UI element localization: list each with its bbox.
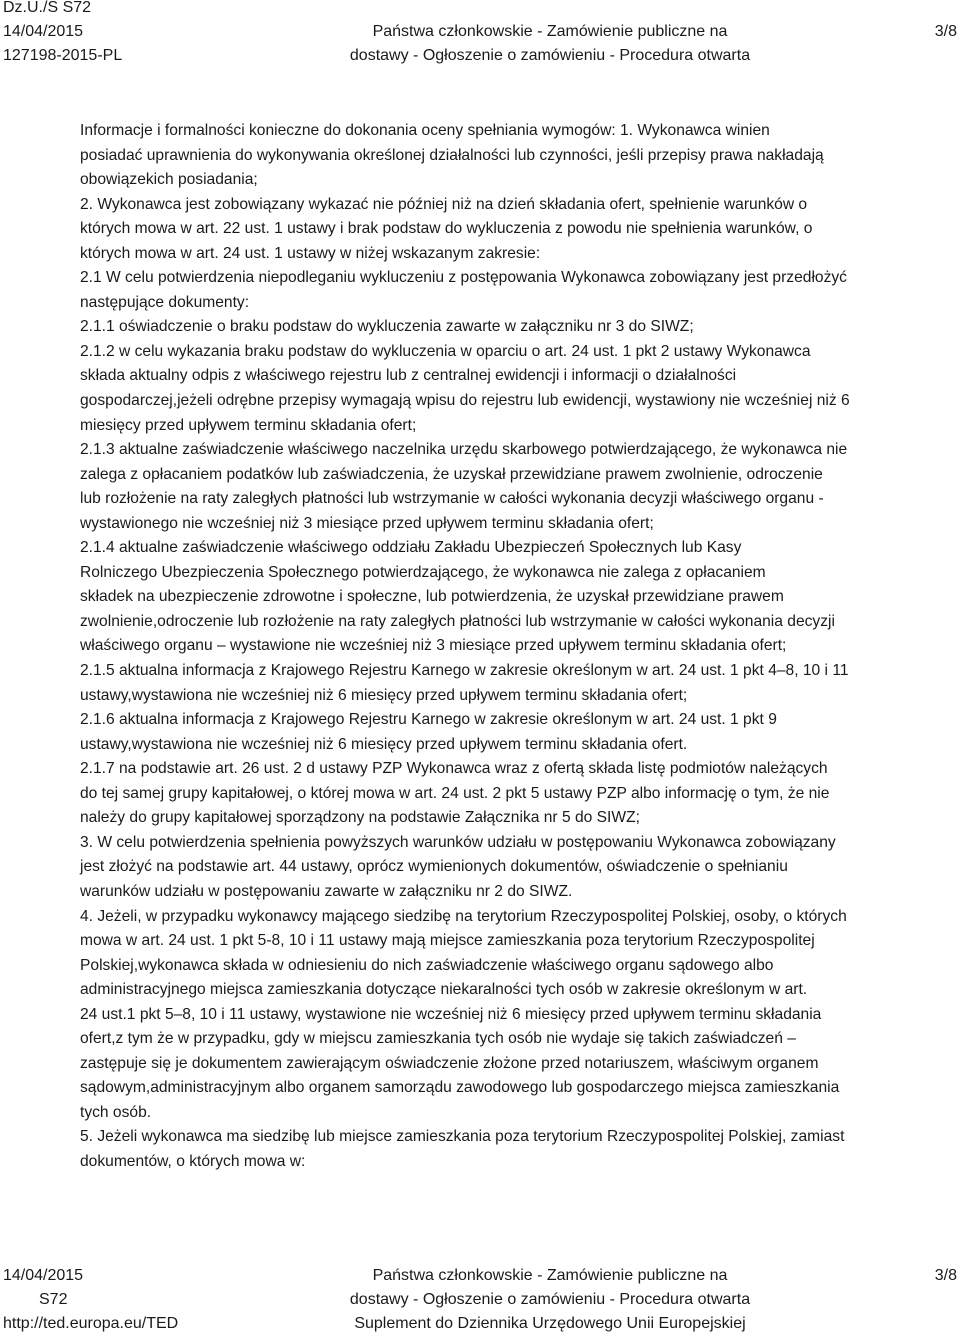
body-line: 3. W celu potwierdzenia spełnienia powyższych warunków udziału w postępowaniu Wykonawca zobowiązany	[80, 833, 836, 851]
notice-id: 127198-2015-PL	[3, 47, 123, 64]
body-line: składek na ubezpieczenie zdrowotne i społeczne, lub potwierdzenia, że uzyskał przewidziane prawem	[80, 588, 784, 606]
footer-date: 14/04/2015	[3, 1267, 84, 1284]
body-line: zwolnienie,odroczenie lub rozłożenie na raty zaległych płatności lub wstrzymanie w całości wykonania decyzji	[80, 612, 835, 630]
body-line: sądowym,administracyjnym albo organem samorządu zawodowego lub gospodarczego miejsca zamieszkania	[80, 1079, 840, 1097]
header-page-number: 3/8	[934, 23, 957, 40]
body-line: miesięcy przed upływem terminu składania ofert;	[80, 416, 417, 434]
body-line: administracyjnego miejsca zamieszkania dotyczące niekaralności tych osób w zakresie określonym w art.	[80, 981, 808, 999]
footer-url: http://ted.europa.eu/TED	[3, 1315, 179, 1332]
body-line: 2.1.5 aktualna informacja z Krajowego Rejestru Karnego w zakresie określonym w art. 24 ust. 1 pkt 4–8, 10 i 11	[80, 662, 849, 680]
body-line: Informacje i formalności konieczne do dokonania oceny spełniania wymogów: 1. Wykonawca winien	[80, 122, 770, 139]
page-footer	[0, 1264, 960, 1334]
body-line: ustawy,wystawiona nie wcześniej niż 6 miesięcy przed upływem terminu składania ofert;	[80, 686, 688, 704]
body-line: obowiązekich posiadania;	[80, 171, 258, 189]
body-line: mowa w art. 24 ust. 1 pkt 5-8, 10 i 11 ustawy mają miejsce zamieszkania poza terytorium Rzeczypospolitej	[80, 932, 815, 950]
body-line: wystawionego nie wcześniej niż 3 miesiące przed upływem terminu składania ofert;	[80, 514, 654, 532]
header-left	[3, 0, 122, 68]
body-line: których mowa w art. 24 ust. 1 ustawy w niżej wskazanym zakresie:	[80, 244, 541, 262]
body-line: warunków udziału w postępowaniu zawarte w załączniku nr 2 do SIWZ.	[80, 882, 573, 900]
body-line: jest złożyć na podstawie art. 44 ustawy, oprócz wymienionych dokumentów, oświadczenie o spełnianiu	[80, 858, 788, 876]
body-line: 2.1.2 w celu wykazania braku podstaw do wykluczenia w oparciu o art. 24 ust. 1 pkt 2 ustawy Wykonawca	[80, 342, 811, 360]
document-body	[80, 119, 950, 1175]
body-line: 2.1 W celu potwierdzenia niepodleganiu wykluczeniu z postępowania Wykonawca zobowiązany jest przedłożyć	[80, 269, 847, 287]
header-title-line-2: dostawy - Ogłoszenie o zamówieniu - Procedura otwarta	[349, 47, 751, 64]
body-line: 4. Jeżeli, w przypadku wykonawcy mającego siedzibę na terytorium Rzeczypospolitej Polskiej, osoby, o których	[80, 907, 847, 925]
journal-reference: Dz.U./S S72	[3, 0, 92, 16]
header-title	[330, 20, 770, 68]
footer-title-line-3: Suplement do Dziennika Urzędowego Unii Europejskiej	[354, 1315, 746, 1332]
body-line: dokumentów, o których mowa w:	[80, 1152, 306, 1170]
body-line: lub rozłożenie na raty zaległych płatności lub wstrzymanie w całości wykonania decyzji właściwego organu -	[80, 490, 824, 508]
body-line: zastępuje się je dokumentem zawierającym oświadczenie złożone przed notariuszem, właściwym organem	[80, 1054, 819, 1072]
body-line: ustawy,wystawiona nie wcześniej niż 6 miesięcy przed upływem terminu składania ofert.	[80, 735, 688, 753]
footer-title	[330, 1264, 770, 1336]
body-line: 2. Wykonawca jest zobowiązany wykazać nie później niż na dzień składania ofert, spełnienie warunków o	[80, 195, 808, 213]
body-line: gospodarczej,jeżeli odrębne przepisy wymagają wpisu do rejestru lub ewidencji, wystawiony nie wcześniej niż 6	[80, 392, 850, 410]
footer-title-line-1: Państwa członkowskie - Zamówienie publiczne na	[372, 1267, 728, 1284]
body-line: 24 ust.1 pkt 5–8, 10 i 11 ustawy, wystawione nie wcześniej niż 6 miesięcy przed upływem terminu składania	[80, 1005, 822, 1023]
body-line: ofert,z tym że w przypadku, gdy w miejscu zamieszkania tych osób nie wydaje się takich zaświadczeń –	[80, 1030, 796, 1048]
footer-title-line-2: dostawy - Ogłoszenie o zamówieniu - Procedura otwarta	[349, 1291, 751, 1308]
body-line: Polskiej,wykonawca składa w odniesieniu do nich zaświadczenie właściwego organu sądowego albo	[80, 956, 774, 974]
footer-page-number: 3/8	[934, 1267, 957, 1284]
body-line: 2.1.3 aktualne zaświadczenie właściwego naczelnika urzędu skarbowego potwierdzającego, że wykonawca nie	[80, 441, 848, 459]
body-line: należy do grupy kapitałowej sporządzony na podstawie Załącznika nr 5 do SIWZ;	[80, 809, 640, 827]
footer-left	[3, 1264, 178, 1336]
body-line: zalega z opłacaniem podatków lub zaświadczenia, że uzyskał przewidziane prawem zwolnienie, odroczenie	[80, 465, 823, 483]
body-line: 2.1.4 aktualne zaświadczenie właściwego oddziału Zakładu Ubezpieczeń Społecznych lub Kasy	[80, 539, 742, 557]
body-line: 2.1.6 aktualna informacja z Krajowego Rejestru Karnego w zakresie określonym w art. 24 ust. 1 pkt 9	[80, 711, 777, 729]
header-title-line-1: Państwa członkowskie - Zamówienie publiczne na	[372, 23, 728, 40]
body-line: tych osób.	[80, 1103, 152, 1121]
body-line: właściwego organu – wystawione nie wcześniej niż 3 miesiące przed upływem terminu składania ofert;	[80, 637, 787, 655]
body-line: Rolniczego Ubezpieczenia Społecznego potwierdzającego, że wykonawca nie zalega z opłacaniem	[80, 563, 766, 581]
body-line: 2.1.7 na podstawie art. 26 ust. 2 d ustawy PZP Wykonawca wraz z ofertą składa listę podmiotów należących	[80, 760, 828, 778]
body-line: posiadać uprawnienia do wykonywania określonej działalności lub czynności, jeśli przepisy prawa nakładają	[80, 146, 824, 164]
page-header	[0, 0, 960, 72]
body-line: 5. Jeżeli wykonawca ma siedzibę lub miejsce zamieszkania poza terytorium Rzeczypospolitej Polskiej, zamiast	[80, 1128, 845, 1146]
body-line: 2.1.1 oświadczenie o braku podstaw do wykluczenia zawarte w załączniku nr 3 do SIWZ;	[80, 318, 694, 336]
body-line: do tej samej grupy kapitałowej, o której mowa w art. 24 ust. 2 pkt 5 ustawy PZP albo informację o tym, że nie	[80, 784, 830, 802]
footer-series: S72	[39, 1291, 68, 1308]
header-date: 14/04/2015	[3, 23, 84, 40]
body-line: których mowa w art. 22 ust. 1 ustawy i brak podstaw do wykluczenia z powodu nie spełnienia warunków, o	[80, 220, 813, 238]
body-line: składa aktualny odpis z właściwego rejestru lub z centralnej ewidencji i informacji o działalności	[80, 367, 737, 385]
body-line: następujące dokumenty:	[80, 293, 250, 311]
